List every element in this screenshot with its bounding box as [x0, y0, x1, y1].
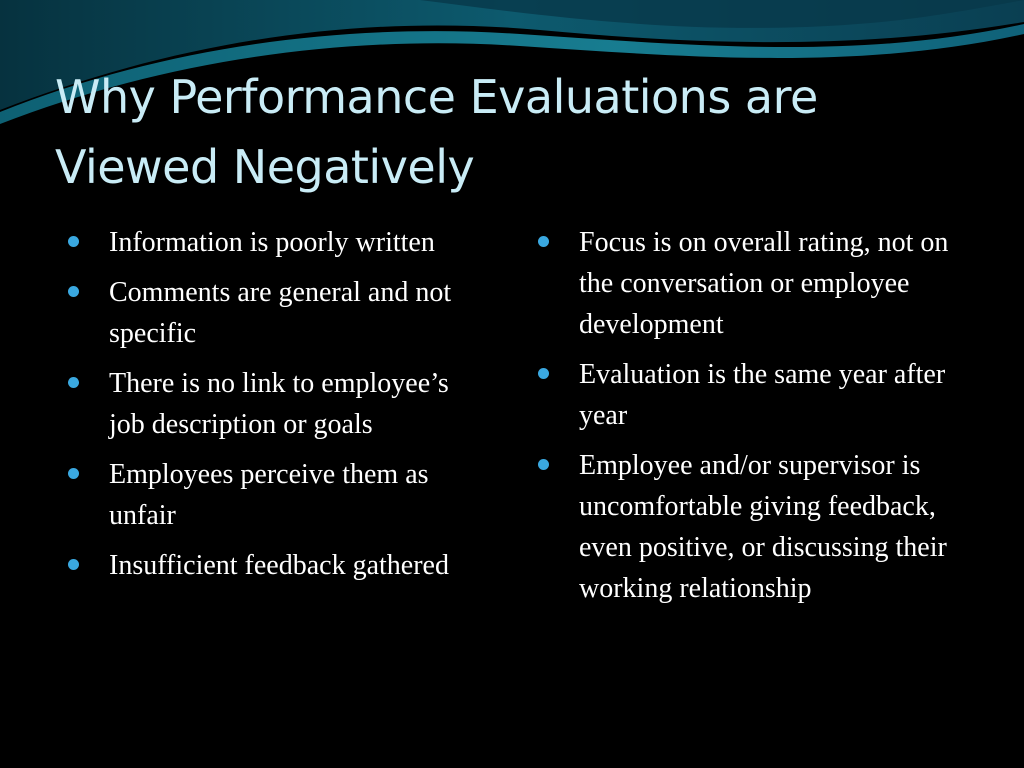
bullet-dot-icon [538, 236, 549, 247]
left-bullet-list [68, 222, 488, 595]
bullet-item [68, 545, 488, 586]
bullet-text: There is no link to employee’s job description or goals [109, 368, 449, 440]
bullet-dot-icon [68, 468, 79, 479]
bullet-dot-icon [68, 377, 79, 388]
title-line-2: Viewed Negatively [55, 140, 475, 194]
bullet-text: Evaluation is the same year after year [579, 359, 946, 431]
slide-title [55, 62, 995, 202]
bullet-text: Employees perceive them as unfair [109, 459, 429, 531]
bullet-item [538, 222, 978, 345]
bullet-text: Employee and/or supervisor is uncomfortable giving feedback, even positive, or discussing their working relationship [579, 450, 947, 604]
bullet-dot-icon [538, 368, 549, 379]
bullet-dot-icon [538, 459, 549, 470]
bullet-item [538, 354, 978, 436]
bullet-dot-icon [68, 236, 79, 247]
bullet-dot-icon [68, 286, 79, 297]
bullet-item [68, 363, 488, 445]
bullet-item [68, 454, 488, 536]
bullet-text: Information is poorly written [109, 227, 435, 258]
bullet-text: Comments are general and not specific [109, 277, 452, 349]
title-line-1: Why Performance Evaluations are [55, 70, 818, 124]
bullet-item [68, 272, 488, 354]
bullet-text: Focus is on overall rating, not on the conversation or employee development [579, 227, 949, 340]
bullet-item [68, 222, 488, 263]
bullet-item [538, 445, 978, 609]
bullet-text: Insufficient feedback gathered [109, 550, 449, 581]
right-bullet-list [538, 222, 978, 618]
bullet-dot-icon [68, 559, 79, 570]
